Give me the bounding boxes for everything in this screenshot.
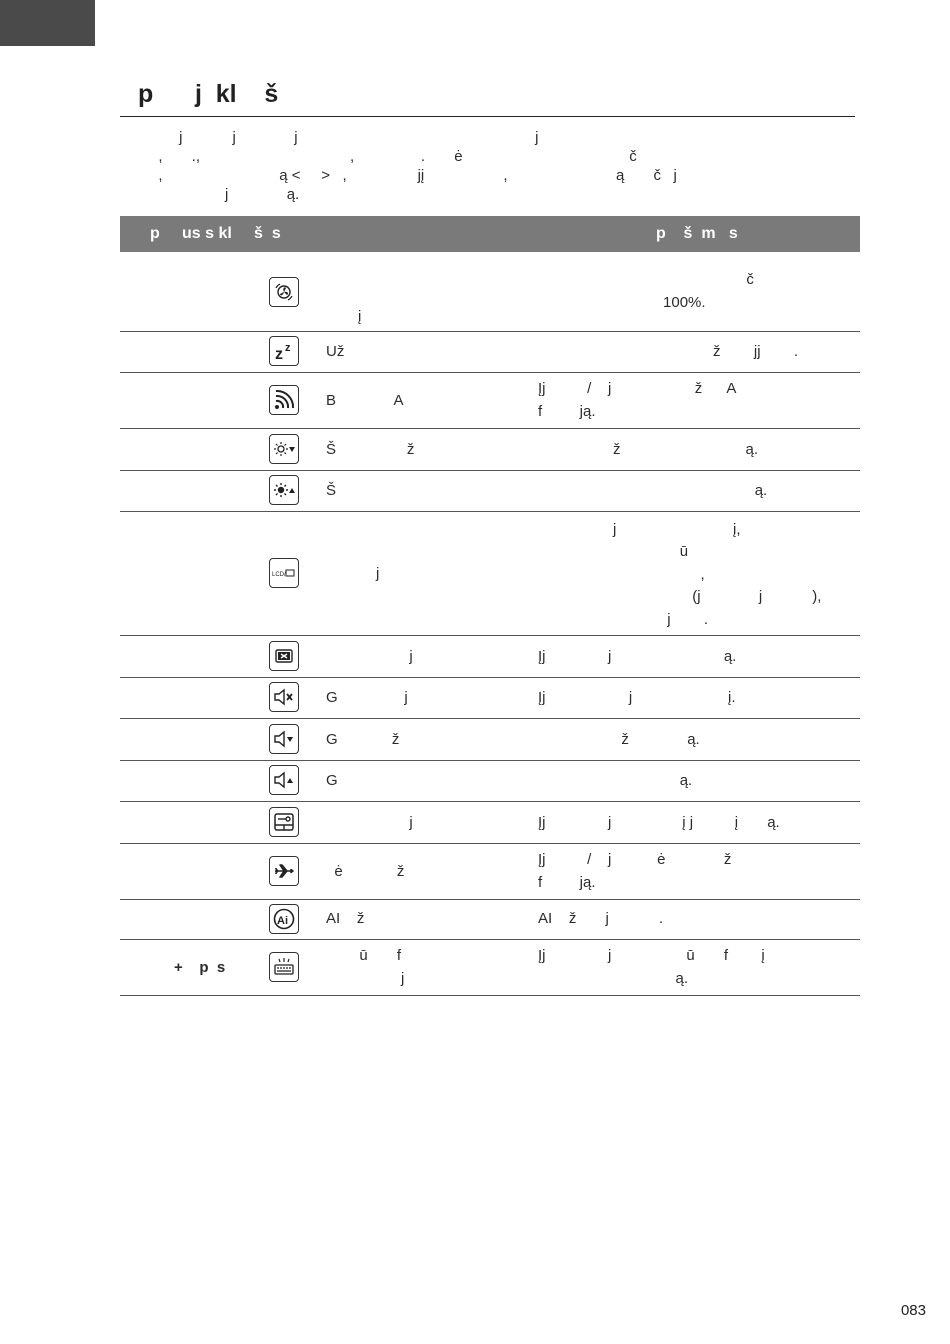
row-function: G ž — [326, 731, 400, 748]
table-row — [120, 635, 860, 678]
intro-line: , ą < > , jį , ą č j — [150, 167, 677, 184]
row-description-line: Įj j į j į ą. — [538, 814, 780, 831]
row-function: ū f — [326, 947, 402, 964]
intro-line: j ą. — [150, 186, 300, 203]
page-title: p j kl š — [138, 80, 279, 108]
volume-down-icon — [269, 724, 299, 754]
row-function: ė ž — [326, 863, 405, 880]
row-description-line: j į, — [538, 521, 741, 538]
row-function: G j — [326, 689, 408, 706]
fan-icon — [269, 277, 299, 307]
svg-text:Ai: Ai — [277, 915, 288, 927]
row-description-line: 100%. — [538, 294, 706, 311]
row-description-line: Įj / j ž A — [538, 380, 737, 397]
row-description-line: (j j ), — [538, 588, 822, 605]
brightness-up-icon — [269, 475, 299, 505]
row-function: j — [326, 970, 405, 987]
table-row — [120, 760, 860, 802]
header-description-column: p š m s — [656, 225, 738, 242]
touchpad-toggle-icon — [269, 641, 299, 671]
svg-text:LCD/: LCD/ — [272, 572, 286, 578]
table-row — [120, 677, 860, 719]
table-header — [120, 216, 860, 252]
table-row — [120, 843, 860, 900]
row-function: Š ž — [326, 441, 415, 458]
table-row — [120, 939, 860, 996]
intro-line: j j j j — [150, 129, 539, 146]
table-row — [120, 331, 860, 373]
page-title-bar — [120, 78, 855, 117]
row-description-line: ą. — [538, 772, 693, 789]
table-row — [120, 511, 860, 636]
row-extra-text: j — [326, 565, 380, 582]
table-row — [120, 801, 860, 844]
mute-icon — [269, 682, 299, 712]
row-description-line: f ją. — [538, 403, 596, 420]
volume-up-icon — [269, 765, 299, 795]
row-description-line: Įj j į. — [538, 689, 736, 706]
row-function: G — [326, 772, 338, 789]
row-extra-text: į — [358, 308, 362, 325]
page-number: 083 — [900, 1302, 926, 1319]
row-key-combination: + p s — [174, 959, 226, 976]
row-description-line: č — [538, 271, 754, 288]
row-description-line: ū — [538, 543, 689, 560]
row-description-line: ą. — [538, 482, 768, 499]
corner-tab — [0, 0, 95, 46]
row-function: B A — [326, 392, 404, 409]
brightness-down-icon — [269, 434, 299, 464]
row-description-line: ž ą. — [538, 731, 700, 748]
sleep-icon — [269, 336, 299, 366]
row-description-line: j . — [538, 611, 709, 628]
row-description-line: , — [538, 566, 705, 583]
airplane-mode-icon — [269, 856, 299, 886]
table-row — [120, 718, 860, 761]
header-key-column: p us s kl š s — [150, 225, 281, 242]
row-function: j — [326, 814, 413, 831]
table-row — [120, 252, 860, 332]
ai-engine-icon — [269, 904, 299, 934]
svg-text:z: z — [275, 346, 283, 363]
keyboard-backlight-icon — [269, 952, 299, 982]
display-switch-icon — [269, 558, 299, 588]
table-row — [120, 428, 860, 471]
row-description-line: f ją. — [538, 874, 596, 891]
row-description-line: Įj j ū f į — [538, 947, 765, 964]
row-description-line: ž jj . — [538, 343, 799, 360]
intro-paragraph — [150, 128, 850, 204]
row-description-line: AI ž j . — [538, 910, 664, 927]
row-function: Š — [326, 482, 337, 499]
row-description-line: ą. — [538, 970, 689, 987]
table-row — [120, 899, 860, 940]
row-function: AI ž — [326, 910, 365, 927]
table-row — [120, 372, 860, 429]
wireless-icon — [269, 385, 299, 415]
row-description-line: ž ą. — [538, 441, 759, 458]
row-function: Už — [326, 343, 345, 360]
intro-line: , ., , . ė č — [150, 148, 637, 165]
table-row — [120, 470, 860, 512]
row-description-line: Įj j ą. — [538, 648, 737, 665]
svg-text:z: z — [285, 342, 291, 354]
row-function: j — [326, 648, 413, 665]
webcam-toggle-icon — [269, 807, 299, 837]
row-description-line: Įj / j ė ž — [538, 851, 732, 868]
